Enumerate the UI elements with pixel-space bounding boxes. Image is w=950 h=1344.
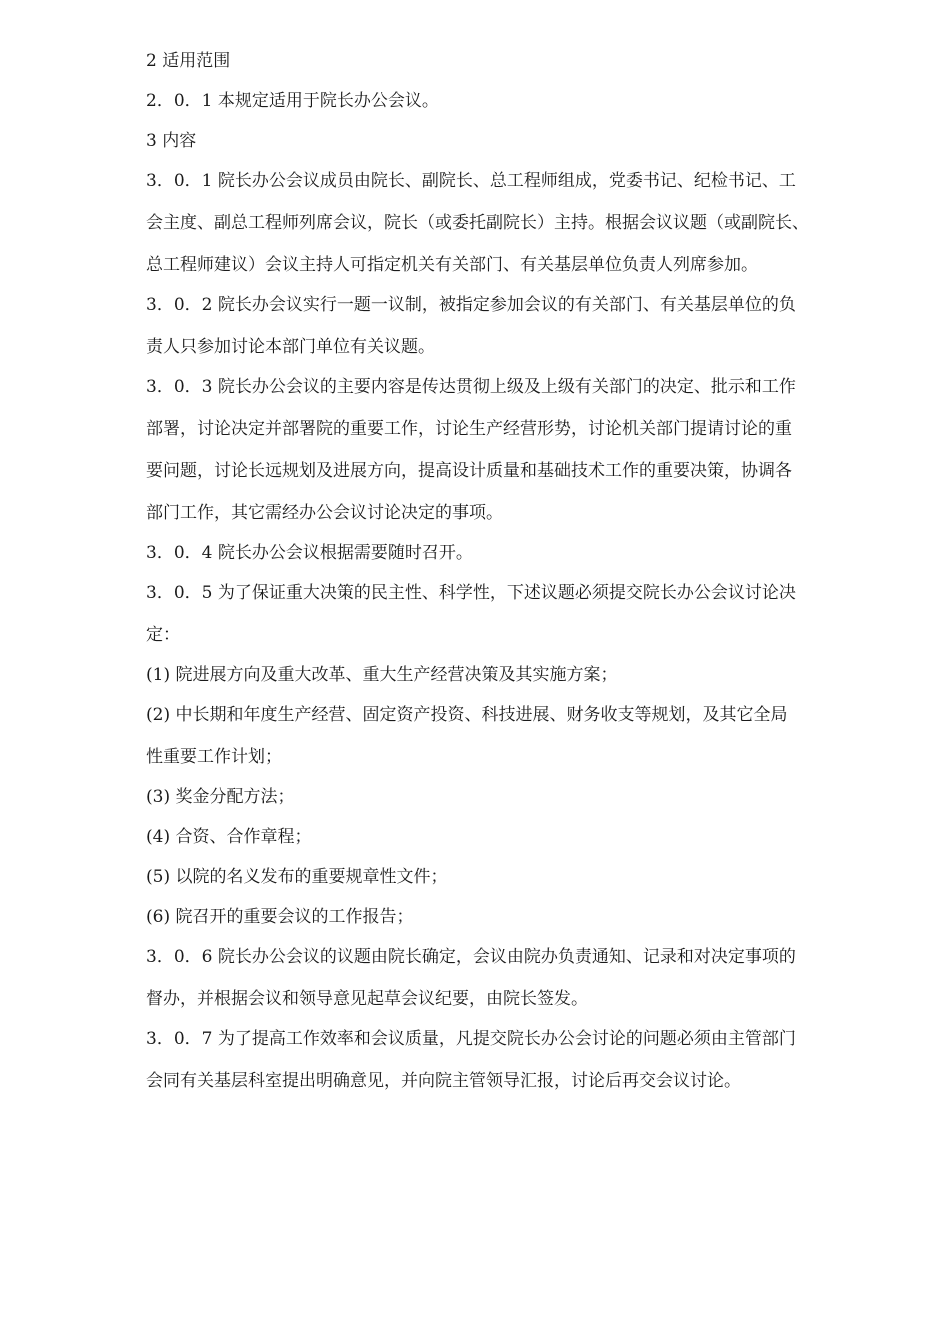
clause-3-0-6-line-1: 3．0．6 院长办公会议的议题由院长确定，会议由院办负责通知、记录和对决定事项的 — [146, 947, 796, 967]
clause-3-0-3-line-3: 要问题，讨论长远规划及进展方向，提高设计质量和基础技术工作的重要决策，协调各 — [146, 461, 792, 481]
list-item-2-line-2: 性重要工作计划； — [146, 747, 282, 767]
clause-3-0-4: 3．0．4 院长办公会议根据需要随时召开。 — [146, 543, 473, 563]
list-item-5: (5) 以院的名义发布的重要规章性文件； — [146, 867, 448, 887]
clause-3-0-2-line-1: 3．0．2 院长办会议实行一题一议制，被指定参加会议的有关部门、有关基层单位的负 — [146, 295, 796, 315]
document-body — [146, 46, 886, 1106]
clause-3-0-7-line-1: 3．0．7 为了提高工作效率和会议质量，凡提交院长办公会讨论的问题必须由主管部门 — [146, 1029, 796, 1049]
list-item-2-line-1: (2) 中长期和年度生产经营、固定资产投资、科技进展、财务收支等规划，及其它全局 — [146, 705, 788, 725]
clause-3-0-1-line-1: 3．0．1 院长办公会议成员由院长、副院长、总工程师组成，党委书记、纪检书记、工 — [146, 171, 796, 191]
list-item-4: (4) 合资、合作章程； — [146, 827, 312, 847]
clause-3-0-3-line-2: 部署，讨论决定并部署院的重要工作，讨论生产经营形势，讨论机关部门提请讨论的重 — [146, 419, 792, 439]
clause-3-0-3-line-1: 3．0．3 院长办公会议的主要内容是传达贯彻上级及上级有关部门的决定、批示和工作 — [146, 377, 796, 397]
clause-3-0-1-line-2: 会主度、副总工程师列席会议，院长（或委托副院长）主持。根据会议议题（或副院长、 — [146, 213, 809, 233]
list-item-1: (1) 院进展方向及重大改革、重大生产经营决策及其实施方案； — [146, 665, 618, 685]
clause-2-0-1: 2．0．1 本规定适用于院长办公会议。 — [146, 91, 439, 111]
clause-3-0-5-line-2: 定： — [146, 625, 180, 645]
clause-3-0-2-line-2: 责人只参加讨论本部门单位有关议题。 — [146, 337, 435, 357]
section-heading-content: 3 内容 — [146, 131, 197, 151]
list-item-3: (3) 奖金分配方法； — [146, 787, 295, 807]
clause-3-0-6-line-2: 督办，并根据会议和领导意见起草会议纪要，由院长签发。 — [146, 989, 588, 1009]
section-heading-scope: 2 适用范围 — [146, 51, 231, 71]
clause-3-0-1-line-3: 总工程师建议）会议主持人可指定机关有关部门、有关基层单位负责人列席参加。 — [146, 255, 758, 275]
list-item-6: (6) 院召开的重要会议的工作报告； — [146, 907, 414, 927]
clause-3-0-3-line-4: 部门工作，其它需经办公会议讨论决定的事项。 — [146, 503, 503, 523]
clause-3-0-7-line-2: 会同有关基层科室提出明确意见，并向院主管领导汇报，讨论后再交会议讨论。 — [146, 1071, 741, 1091]
clause-3-0-5-line-1: 3．0．5 为了保证重大决策的民主性、科学性，下述议题必须提交院长办公会议讨论决 — [146, 583, 796, 603]
